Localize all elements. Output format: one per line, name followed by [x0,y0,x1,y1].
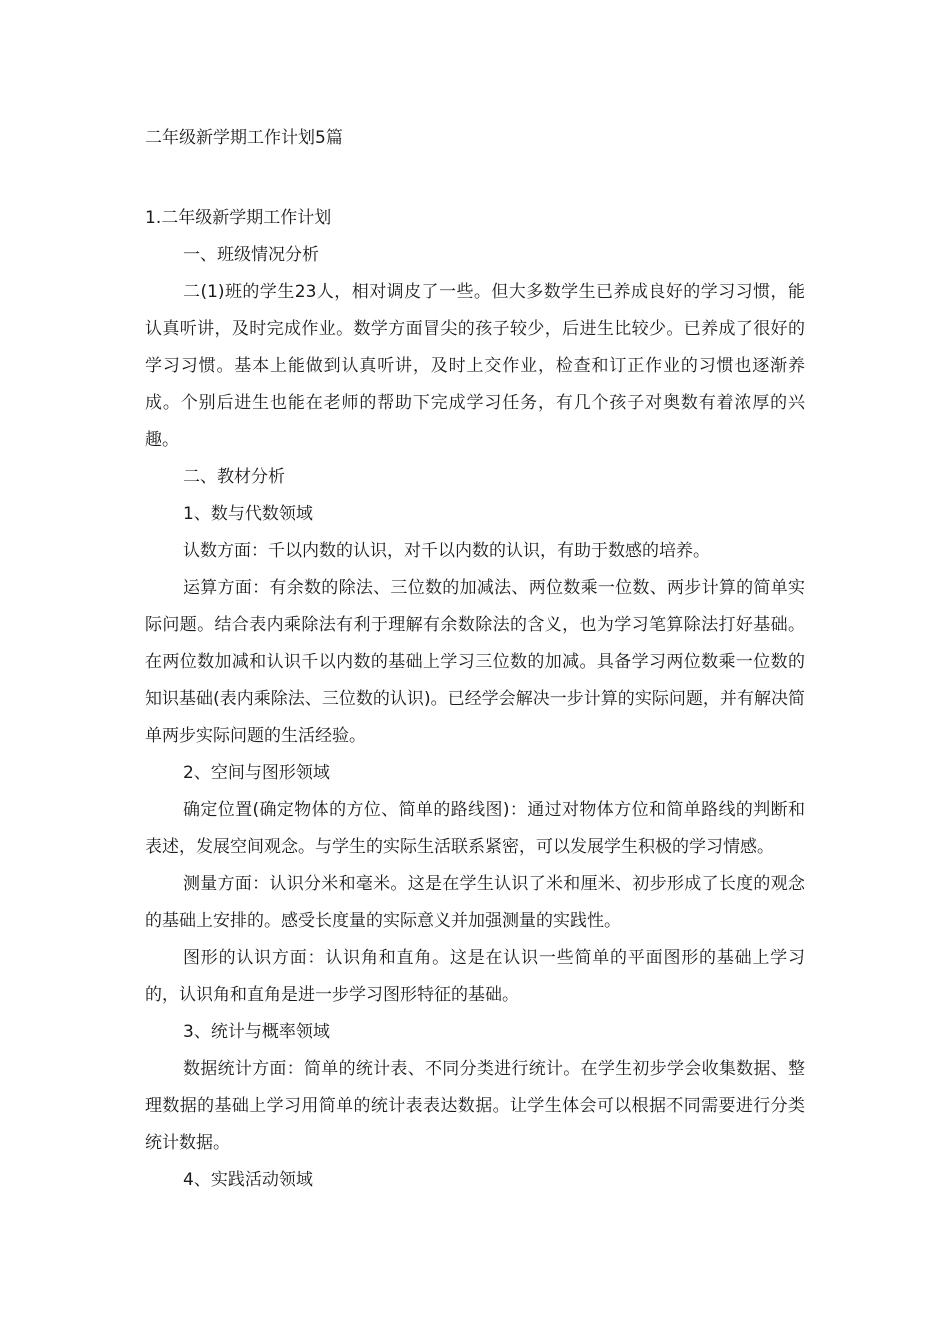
paragraph-number-recognition: 认数方面：千以内数的认识，对千以内数的认识，有助于数感的培养。 [183,541,710,561]
subheading-space-geometry: 2、空间与图形领域 [183,763,330,783]
section-heading: 1.二年级新学期工作计划 [145,208,332,228]
paragraph-class-analysis: 二(1)班的学生23人，相对调皮了一些。但大多数学生已养成良好的学习习惯，能认真听讲，及时完成作业。数学方面冒尖的孩子较少，后进生比较少。已养成了很好的学习习惯。基本上能做到认真听讲，及时上交作业，检查和订正作业的习惯也逐渐养成。个别后进生也能在老师的帮助下完成学习任务，有几个孩子对奥数有着浓厚的兴趣。 [145,282,805,450]
paragraph-positioning: 确定位置(确定物体的方位、简单的路线图)：通过对物体方位和简单路线的判断和表述，发展空间观念。与学生的实际生活联系紧密，可以发展学生积极的学习情感。 [145,800,805,857]
paragraph-shapes: 图形的认识方面：认识角和直角。这是在认识一些简单的平面图形的基础上学习的，认识角和直角是进一步学习图形特征的基础。 [145,948,805,1005]
paragraph-measurement: 测量方面：认识分米和毫米。这是在学生认识了米和厘米、初步形成了长度的观念的基础上安排的。感受长度量的实际意义并加强测量的实践性。 [145,874,805,931]
paragraph-data-statistics: 数据统计方面：简单的统计表、不同分类进行统计。在学生初步学会收集数据、整理数据的基础上学习用简单的统计表表达数据。让学生体会可以根据不同需要进行分类统计数据。 [145,1059,805,1153]
paragraph-operations: 运算方面：有余数的除法、三位数的加减法、两位数乘一位数、两步计算的简单实际问题。结合表内乘除法有利于理解有余数除法的含义，也为学习笔算除法打好基础。在两位数加减和认识千以内数的基础上学习三位数的加减。具备学习两位数乘一位数的知识基础(表内乘除法、三位数的认识)。已经学会解决一步计算的实际问题，并有解决简单两步实际问题的生活经验。 [145,578,805,746]
subheading-numbers-algebra: 1、数与代数领域 [183,504,313,524]
subheading-textbook-analysis: 二、教材分析 [183,467,285,487]
subheading-class-analysis: 一、班级情况分析 [183,245,319,265]
document-title: 二年级新学期工作计划5篇 [145,128,343,148]
subheading-statistics-probability: 3、统计与概率领域 [183,1022,330,1042]
subheading-practice-activities: 4、实践活动领域 [183,1170,313,1190]
document-body [145,200,805,1199]
